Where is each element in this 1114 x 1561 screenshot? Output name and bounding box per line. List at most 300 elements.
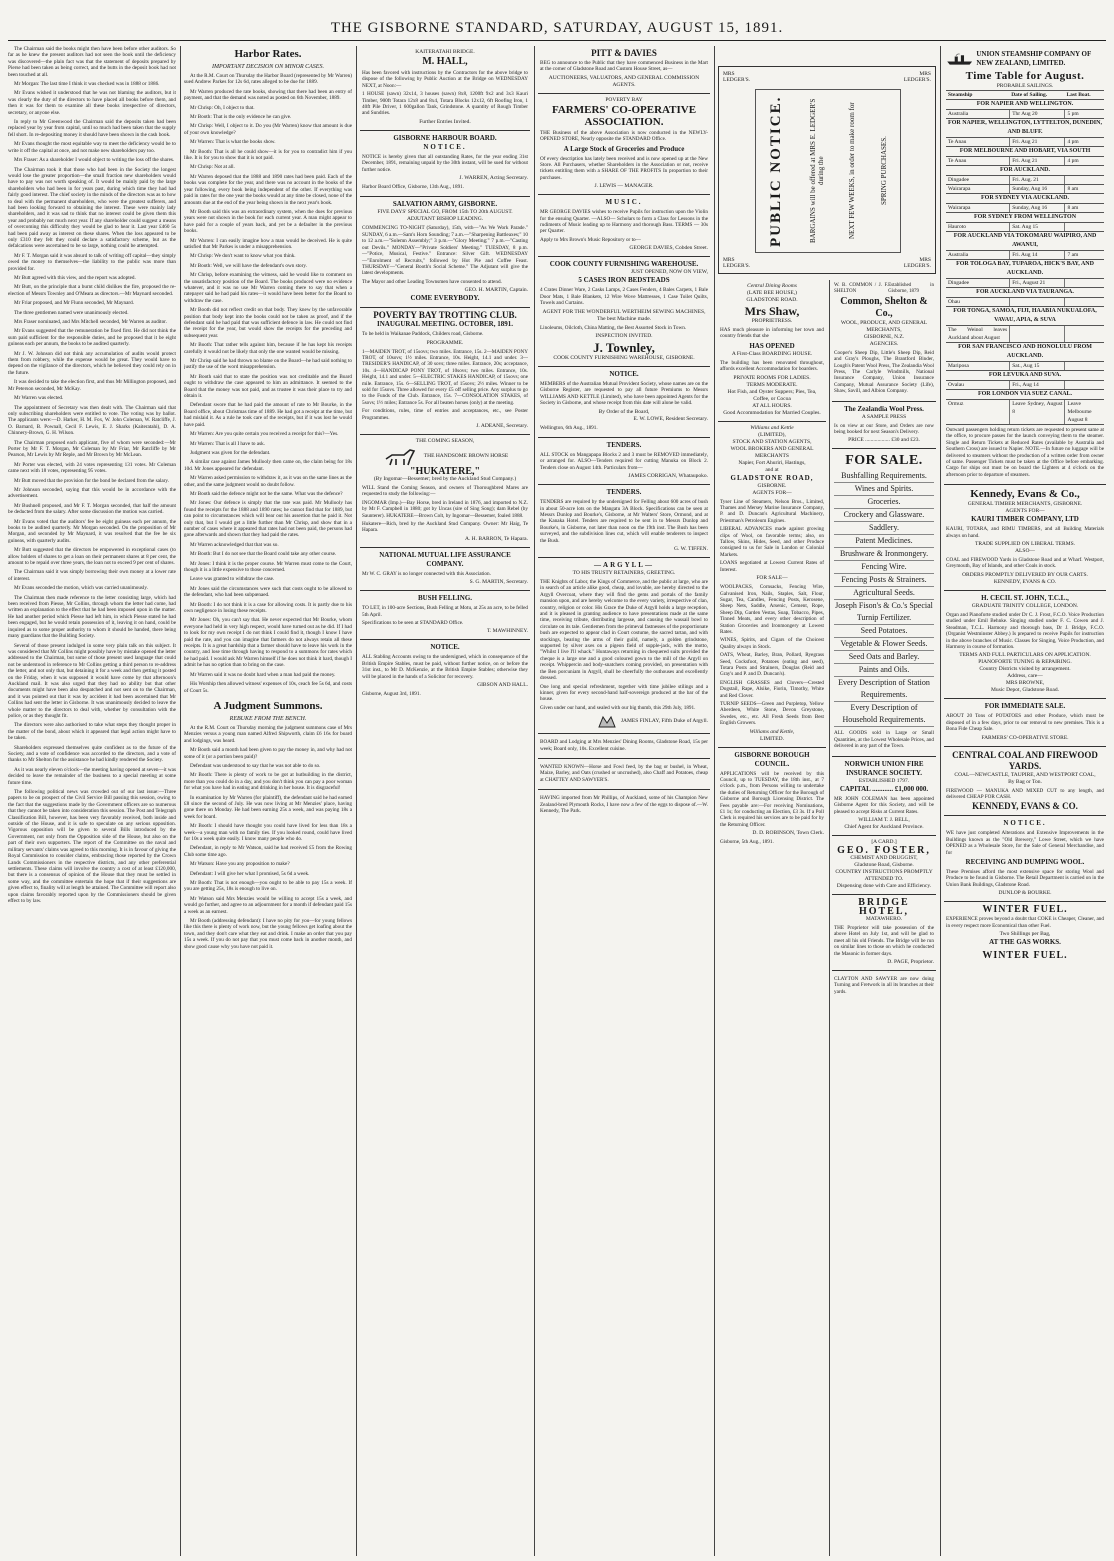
ad-loans: LOANS negotiated at Lowest Current Rates of Interest. <box>720 560 824 573</box>
article-paragraph: Several of those present indulged in some very plain talk on this subject. It was considered that Mr Collins might possibly have by mistake opened the letter addressed to the Chairman, but some of those present used language that could not be understood in reference to Mr Collins getting a third person to re-address the letter, and not only that, but detaining it for a week and then getting it posted on the Friday, when it was supposed it would have come by that afternoon's Auckland mail. It was also urged that they had no ability but that other documents might have been also despatched and not sent on to the Chairman, and it was pointed out that it was by accident it had been ascertained that Mr Collins had sent the letter in Gisborne. It was unanimously decided to leave the whole matter to the directors to deal with, whether by consultation with the police, or as they thought fit. <box>8 642 176 719</box>
article-paragraph: Mr Porter was elected, with 24 votes representing 131 votes. Mr Coleman came next with 18 votes, representing 95 votes. <box>8 461 176 475</box>
ad-english: ENGLISH GRASSES and Clovers—Crested Dogstail, Rape, Alsike, Fiorin, Timothy, White and Red Clover. <box>720 679 824 699</box>
article-paragraph: Defendant was understood to say that he was not able to do so. <box>190 762 321 769</box>
ad-country: COUNTRY INSTRUCTIONS PROMPTLY ATTENDED TO. <box>835 868 933 882</box>
ad-list: Tyser Line of Steamers, Nelson Bros., Limited, Thames and Mersey Marine Insurance Company, P. and D. Duncan's Agricultural Machinery, Priestman's Petroleum Engines. <box>720 498 824 524</box>
ad-just-opened: JUST OPENED, NOW ON VIEW, <box>630 269 708 276</box>
article-paragraph: Mr Warren produced the rate books, showing that there had been an entry of payment, and that the demand was noted as posted on 6th November, 1889. <box>184 88 352 102</box>
for-sale-item: Fencing Wire. <box>834 561 934 574</box>
ad-signature: JAMES FINLAY, Fifth Duke of Argyll. <box>620 717 708 724</box>
crest-icon <box>597 713 617 729</box>
cecil-st-john-ad <box>944 591 1106 699</box>
ad-signature: D. PAGE, Proprietor. <box>887 958 934 965</box>
ad-private: PRIVATE ROOMS FOR LADIES. <box>733 374 811 381</box>
article-paragraph: Mr Booth: Well, we will have the defendant's own story. <box>190 262 307 269</box>
ad-title: NOTICE. <box>609 369 639 378</box>
salvation-army-ad <box>360 197 530 308</box>
ad-title: FOR IMMEDIATE SALE. <box>984 702 1066 711</box>
timetable-section-heading: FOR TONGA, SAMOA, FIJI, HAABIA NUKUALOFA, VAVAU, APIA, & SUVA <box>946 307 1104 326</box>
article-paragraph: Mr Butt agreed with this view, and the report was adopted. <box>14 275 136 281</box>
judgment-summons-subheading: REBUKE FROM THE BENCH. <box>229 715 307 722</box>
ad-address: Address, care— <box>1007 673 1043 680</box>
timetable-cell: 8 am <box>1064 185 1104 193</box>
article-paragraph: Mr Booth said this was an extraordinary system, when the dues for previous years were not shown in the book for each current year. A man might appear to have paid for a couple of years back, and yet be a defaulter in the previous books. <box>184 208 352 235</box>
ad-body: BEG to announce to the Public that they have commenced Business in the Mart at the corner of Gladstone Road and Custom House Street, as— <box>540 60 708 73</box>
ad-graduate: GRADUATE TRINITY COLLEGE, LONDON. <box>971 602 1079 609</box>
timetable-cell: Australia <box>948 111 969 117</box>
ad-body: MR GEORGE DAVIES wishes to receive Pupils for instruction upon the Violin for the ensuing Quarter. —ALSO— Scholars to form a Class for Lessons in the rudiments of Music leading up to Harmony and thorough Bass. TERMS — 30s per Quarter. <box>540 209 708 235</box>
ad-body: MR JOHN COLEMAN has been appointed Gisborne Agent for this Society, and will be pleased to accept Risks at Current Rates. <box>834 795 934 815</box>
article-paragraph: Mr Warren: That is all I have to ask. <box>190 440 266 447</box>
timetable-col-last-boat: Last Boat. <box>1066 92 1091 98</box>
timetable-header <box>946 90 1104 100</box>
article-paragraph: Mr Evans suggested that the remuneration be fixed first. He did not think the sum paid sufficient for the responsible duties, and he proposed that it be eight guineas each per annum, the books to be audited quarterly. <box>8 328 176 348</box>
ad-leader: ADJUTANT BISHOP LEADING. <box>406 216 484 223</box>
amp-society-notice <box>538 367 710 438</box>
ad-agent: AGENT FOR THE WONDERFUL WERTHEIM SEWING MACHINES, The best Machine made. <box>542 308 706 322</box>
timetable-cell <box>1009 298 1064 306</box>
column-divider <box>714 46 715 1556</box>
article-paragraph: Mr Chrisp: We don't want to know what you think. <box>190 253 296 260</box>
ad-body: TO LET, in 100-acre Sections, Bush Felling at Motu, at 25s an acre, to be felled 5th April. <box>362 605 528 618</box>
article-paragraph: Mr Jones: Our defence is simply that the rate was paid. Mr Mullooly has found the receipts for the 1888 and 1890 rates; he cannot find that for 1889, but can point to circumstances which will bear out his assertion that he paid it. Not only that, but I would get a little further than Mr Chrisp, and show that in a number of cases where it appeared that rates had not been paid, the persons had gone afterwards and shown that they had paid the rates. <box>184 500 352 539</box>
ad-title: GISBORNE HARBOUR BOARD. <box>393 133 497 142</box>
ad-body-2: The building has been renovated throughout, affords excellent Accommodation for boarders. <box>720 359 824 373</box>
tenders-2-ad <box>538 485 710 558</box>
ad-name: Mrs Shaw, <box>744 304 800 318</box>
article-paragraph: Mr Johnson seconded, saying that this would be in accordance with the advertisement. <box>8 486 176 500</box>
ad-body: Is on view at our Store, and Orders are now being booked for next Season's Delivery. <box>834 422 934 436</box>
ad-signature: D. D. ROBINSON, Town Clerk. <box>752 830 824 837</box>
ad-price: PRICE .................. £30 and £23. <box>848 437 920 444</box>
ad-gladstone: GLADSTONE ROAD, <box>730 473 814 482</box>
wanted-known-ad <box>538 759 710 790</box>
norwich-union-ad <box>832 757 936 836</box>
ad-subtitle: TO HIS TRUSTY RETAINERS, GREETING. <box>572 570 676 576</box>
ad-accommodation: Good Accommodation for Married Couples. <box>723 409 821 416</box>
ad-date: Wellington, 6th Aug., 1891. <box>540 424 598 431</box>
ad-conditions: For conditions, rules, time of entries and acceptances, etc., see Poster Programmes. <box>362 408 528 421</box>
cook-county-furnishing-ad <box>538 257 710 367</box>
central-dining-rooms-ad <box>718 280 826 422</box>
ad-note: Specifications to be seen at STANDARD Office. <box>362 620 464 627</box>
ad-body: NOTICE is hereby given that all outstanding Rates, for the year ending 31st December, 1891, remaining unpaid by the 30th instant, will be sued for without further notice. <box>362 153 528 173</box>
column-6 <box>944 46 1106 1556</box>
timetable-cell <box>1009 326 1064 342</box>
article-paragraph: Mr Booth: That is all he could show—it is for you to contradict him if you like. It is for you to show that it is not paid. <box>184 148 352 162</box>
ad-signature: A. H. BARRON, Te Hapara. <box>464 535 528 542</box>
timetable-cell: 4 pm <box>1064 138 1104 146</box>
ad-board: A First-Class BOARDING HOUSE. <box>731 350 813 357</box>
for-sale-item: Brushware & Ironmongery. <box>834 548 934 561</box>
timetable-row <box>946 110 1104 119</box>
ad-established: Established in Gisborne, 1879 <box>888 283 934 295</box>
timetable-cell <box>1064 223 1104 231</box>
article-paragraph: Defendant, in reply to Mr Watson, said he had received £5 from the Rowing Club some time ago. <box>184 845 352 858</box>
timetable-col-steamship: Steamship <box>948 92 973 98</box>
column-divider <box>356 46 357 1556</box>
ad-list: Cooper's Sheep Dip, Little's Sheep Dip, Reid and Gray's Ploughs, The Brantford Binder, Lough's Patent Wool Press, The Zealandia Wool Press, The Carlyle Windmills, National Insurance Company, Union Insurance Company, Mutual Assurance Society (Life), Shaw, Savill, and Albion Company. <box>834 349 934 395</box>
ad-signature-ltd: LIMITED. <box>760 735 784 742</box>
ad-hot: Hot Fish, and Oyster Suppers; Pies, Tea, Coffee, or Cocoa <box>727 388 817 402</box>
timetable-cell <box>1064 381 1104 389</box>
timetable-cell: Ovalau <box>948 382 964 388</box>
article-paragraph: At the R.M. Court on Thursday morning the judgment summons case of Mrs Menzies versus a young man named Alfred Shipworth, claim £6 16s for board and lodgings, was heard. <box>184 724 352 744</box>
timetable-row <box>946 381 1104 390</box>
for-sale-item: Joseph Fison's & Co.'s Special Turnip Fertilizer. <box>834 600 934 625</box>
timetable-cell: Leave Melbourne August 8 <box>1064 400 1104 424</box>
article-paragraph: Mr Butt moved that the provision for the bond be declared from the salary. <box>14 477 169 484</box>
ad-title: Common, Shelton & Co., <box>840 295 928 319</box>
ad-inspection: INSPECTION INVITED. <box>595 332 653 339</box>
article-paragraph: It was decided to take the election first, and thus Mr Millington proposed, and Mr Peterson seconded, Mr McKay. <box>8 379 176 392</box>
ad-title: TENDERS. <box>606 488 642 497</box>
ad-opened: HAS OPENED <box>749 341 795 350</box>
article-paragraph: The Chairman said the books might then have been before other auditors. So far as he knew the present auditors had not seen the book until the deficiency was discovered—the plain fact was that the statement of deposits prepared by Pierse had been taken as being correct, and the butts in the deposit book had not been touched at all. <box>8 46 176 78</box>
ad-body: COMMENCING TO-NIGHT (Saturday), 15th, with—"As We Work Parade." SUNDAY, 6 a.m.—Sam's Horn Sounding; 7 a.m.—"Sharpening Battleaxes;" 10 to 12 a.m.—"Solemn Assembly;" 3 p.m.—"Glory Meeting;" 7 p.m.—"Casting out Devils." MONDAY—"Private Soldiers' Meeting." TUESDAY, 8 p.m.—"Potice, Musical, Festive." Entrance: Silver Gift. WEDNESDAY—"Enrolment of Recruits," followed by Hot Pie and Coffee Feast. THURSDAY—"General Booth's Social Scheme." The Adjutant will give the latest developments. <box>362 225 528 277</box>
timetable-row <box>946 138 1104 147</box>
ad-order: By Order of the Board, <box>598 408 650 415</box>
article-paragraph: Mr Booth: There is plenty of work to be got at hutbuilding in the district, more than you could do in a day, and you don't think you can pay a poor woman for what you have had in eating and drinking in her house. It is disgraceful! <box>184 772 352 792</box>
ad-signature: G. W. TIFFEN. <box>674 546 708 552</box>
ad-country: Country Districts visited by arrangement. <box>979 666 1071 673</box>
for-sale-item: Paints and Oils. <box>834 664 934 677</box>
timetable-row <box>946 298 1104 307</box>
article-paragraph: Mr Booth: That rather tells against him, because if he has kept his receipts carefully it would not be likely that only the one wanted would be missing. <box>184 342 352 355</box>
timetable-cell: Hauroto <box>948 224 967 230</box>
timetable-row <box>946 185 1104 194</box>
timetable-section-heading: FOR MELBOURNE AND HOBART, VIA SOUTH <box>946 147 1104 157</box>
timetable-cell <box>1064 279 1104 287</box>
newspaper-title: THE GISBORNE STANDARD, SATURDAY, AUGUST 15, 1891. <box>330 20 784 36</box>
article-paragraph: Mr Warren: That is what the books show. <box>190 139 276 146</box>
article-paragraph: Mr Booth: That is the only evidence he can give. <box>190 114 292 121</box>
article-paragraph: Mr Warren acknowledged that that was so. <box>190 541 279 548</box>
article-paragraph: Mr Butt suggested that the directors be empowered in exceptional cases (to allow holders of shares to get a loan on their permanent shares at 8 per cent, the amount to be repaid over three years, the loan not to exceed 9 per cent of shares. <box>8 547 176 567</box>
ad-signature: WILLIAM T. J. BELL, <box>858 816 910 823</box>
ad-brown: MRS BROWNE, <box>1005 680 1045 687</box>
ad-title: BUSH FELLING. <box>417 594 473 603</box>
ad-body: THE Knights of Labor, the Kings of Commerce, and the public at large, who are in search of an article alike good, cheap, and lovable, are hereby directed to the Argyll Overcoat, where they will find the gems and portals of the family mansion upon, and are hereby welcome to the every variety, irrespective of clan, country, religion or color. His Grace the Duke of Argyll holds a large reception, and it is pleased in granting audience to have presentations made at the same time, receiving tribute, distributing largesse, and causing the wassail bowl to circulate on its tale. Gentlemen from the primeval fastnesses of the proportionate bush are expected to appear clad in Court costume, the sacred tartan, and with stockings, bearing the arms of their guild, namely, a golden grindstone, supported by silver axes on a pigeon field of supple-jack, with the motto, "Whilst I live I'll whack." Huntaways returning in chequered suits provided the cheque is a large one and a good coloured gown to the mill of the Argyll on receipt. Whippercin and body-snatchers coming provided, on presentation with the Ben porcuniam in Argyll, shall be cheerfully the outhouses and excellently dressed. <box>540 579 708 682</box>
timetable-section-heading: FOR SAN FRANCISCO AND HONOLULU FROM AUCKLAND. <box>946 343 1104 362</box>
timetable-cell: 4 pm <box>1064 157 1104 165</box>
ad-title: NORWICH UNION FIRE INSURANCE SOCIETY. <box>844 759 924 777</box>
ad-body: Organ and Pianoforte studied under Dr C. J. Frost, F.C.O. Voice Production studied under Emil Behnke. Singing studied under F. C. Cowen and J. Steadman, T.C.L. Harmony and thorough bass, Dr J. Bridge, F.C.O. (Organist Westminster Abbey.) Is prepared to receive Pupils for instruction in the above branches of Music. Classes for Singing, Voice Production, and Harmony in course of formation. <box>946 611 1104 650</box>
article-paragraph: Mr Booth said the defence might not be the same. What was the defence? <box>190 490 343 497</box>
ledger-corner-br: MRS LEDGER'S. <box>903 257 931 269</box>
for-sale-item: Seed Oats and Barley. <box>834 651 934 664</box>
public-notice-vertical: PUBLIC NOTICE. <box>767 95 784 247</box>
ad-terms: TERMS MODERATE. <box>746 381 798 388</box>
ad-note: The Mayor and other Leading Townsmen have consented to attend. <box>362 278 502 285</box>
timetable-section-heading: FOR AUCKLAND. <box>946 166 1104 176</box>
ad-items: 4 Crates Dinner Ware, 2 Casks Lamps, 2 Cases Fenders, 4 Bales Carpets, 1 Bale Door Mats, 1 Bale Blankets, 12 Wire Wove Mattresses, 1 Case Toilet Quilts, Towels and Curtains. <box>540 287 708 307</box>
ad-note: Further Entries Invited. <box>419 118 471 125</box>
ad-signature: E. W. LOWE, Resident Secretary. <box>633 415 708 422</box>
ad-firewood: FIREWOOD — MANUKA AND MIXED CUT to any length, and delivered CHEAP FOR CASH. <box>946 787 1104 800</box>
ad-callout: COME EVERYBODY. <box>410 294 480 303</box>
common-shelton-ad <box>832 280 936 402</box>
article-paragraph: Mr Warren: I can easily imagine how a man would be deceived. He is quite satisfied that Mr Parkes is under a misapprehension. <box>184 237 352 250</box>
article-paragraph: The three gentlemen named were unanimously elected. <box>14 309 129 316</box>
for-sale-item: Saddlery. <box>834 522 934 535</box>
for-sale-item: Vegetable & Flower Seeds. <box>834 638 934 651</box>
article-paragraph: Mr Morgan: The last time I think it was checked was in 1888 or 1886. <box>14 81 160 88</box>
timetable-cell: Australia <box>948 252 969 258</box>
article-paragraph: Mr Booth: I should have thought you could have lived for less than 18s a week—a young man with no family ties. If you looked round, could have lived for 10s a week quite easily. I know many people who do. <box>184 823 352 842</box>
ad-agents-for: AGENTS FOR— <box>752 489 792 496</box>
article-paragraph: At the R.M. Court on Thursday the Harbor Board (represented by Mr Warren) sued Andrew Parkes for 12s 6d, rates alleged to be due for 1889. <box>184 73 352 86</box>
ad-body: MEMBERS of the Australian Mutual Provident Society, whose names are on the Gisborne Register, are requested to pay all future Premiums to Messrs WILLIAMS AND KETTLE (Limited), who have been appointed Agents for the Society in Gisborne, and whose receipt from this date will alone be valid. <box>540 380 708 407</box>
ledger-public-notice-box <box>718 66 936 274</box>
ad-items: 1 HOUSE (sawn) 32x14, 3 houses (sawn) 8x8, 1200ft 9x2 and 3x3 Kauri Timber, 900ft Totara 12x8 and 8x4, Totara Blocks 12x12, 6ft Roofing Iron, 1 40ft Pile Driver, 1 600gallon Tank, Grindstone. A quantity of Rough Timber and Sundries. <box>362 91 528 117</box>
article-paragraph: Mr Evans seconded the motion, which was carried unanimously. <box>14 585 148 592</box>
timetable-cell: Thr Aug 20 <box>1009 110 1064 118</box>
ad-sample: A SAMPLE PRESS <box>861 413 907 420</box>
pitt-davies-ad <box>538 46 710 94</box>
article-paragraph: The appointment of Secretary was then dealt with. The Chairman said that only subscribing shareholders were entitled to vote. The voting was by ballot. The applicants were:—D. Harker, H. M. Fox, W. John Coleman, W. Ratcliffe, J. O. Barnard, B. Pownall, Cecil F. Lewis, E. J. Sharks (Kaiteratahi), D. A. Chinnery-Brown, G. H. Wilson. <box>8 404 176 437</box>
ad-body: KAURI, TOTARA, and RIMU TIMBERS, and all Building Materials always on hand. <box>946 526 1104 539</box>
article-paragraph: Mr Butt, on the principle that a burnt child dislikes the fire, proposed the re-election of Messrs Townley and O'Meara as directors.—Mr Maynard seconded. <box>8 284 176 297</box>
article-paragraph: Mr Chrisp, before examining the witness, said he would like to comment on the unsatisfactory position of the Board. The books produced were no evidence whatever, and it was no use Mr Warren coming there to say that when a ratepayer said he had paid his rates—it would have been better for the Board to withdraw the case. <box>184 272 352 304</box>
ad-subtitle: INAUGURAL MEETING. OCTOBER, 1891. <box>376 320 513 329</box>
ad-headline: 5 CASES IRON BEDSTEADS <box>578 276 670 285</box>
article-paragraph: Mr Evans wished it understood that he was not blaming the auditors, but it was clearly the duty of the directors to have placed all books before them, and then it was for them to examine all these books irrespective of directors, secretary, or anyone else. <box>8 90 176 116</box>
timetable-cell: Fri., Aug 14 <box>1009 381 1064 389</box>
timetable-cell: Sat. Aug 15 <box>1009 223 1064 231</box>
winter-fuel-ad <box>944 902 1106 964</box>
hukatere-horse-ad <box>360 435 530 548</box>
column-1 <box>8 46 176 1556</box>
ad-title: NOTICE. <box>430 643 460 652</box>
timetable-row <box>946 251 1104 260</box>
ad-signature: GEORGE DAVIES, Cobden Street. <box>629 245 708 252</box>
article-paragraph: Mr Evans voted that the auditors' fee be eight guineas each per annum, the books to be audited quarterly. Mr Morgan seconded. On the proposition of Mr Morgan, and seconded by Mr Maynard, it was resolved that the fee be six guineas, with quarterly audits. <box>8 518 176 544</box>
timetable-section-heading: FOR SYDNEY VIA AUCKLAND. <box>946 194 1104 204</box>
ad-signature: GEO. H. MARTIN, Captain. <box>464 287 528 294</box>
ad-title: FARMERS' CO-OPERATIVE ASSOCIATION. <box>551 103 697 128</box>
article-paragraph: Mr Jones: I think it is the proper course. Mr Warren must come to the Court, though it is a little expensive to those concerned. <box>184 560 352 573</box>
ad-turnip: TURNIP SEEDS—Green and Purpletop, Yellow Aberdeen, White Stone, Devon Greystone, Swedes, etc., etc. All Fresh Seeds from Best English Growers. <box>720 701 824 727</box>
ad-body: ABOUT 20 Tons of POTATOES and other Produce, which must be disposed of in a few days, prior to our removal to new premises. This is a Bona Fide Cheap Sale. <box>946 713 1104 733</box>
ad-body: Mr W. C. GRAY is no longer connected with this Association. <box>362 570 491 577</box>
timetable-cell: The Weinol leaves Auckland about August <box>948 327 1008 341</box>
ad-signature-role: Chief Agent for Auckland Province. <box>844 823 924 830</box>
bargains-vertical: BARGAINS will be offered at MRS E. LEDGER'S during the <box>808 98 825 244</box>
ad-road: Gladstone Road, Gisborne. <box>854 861 914 868</box>
ad-body: ALL Stabling Accounts owing to the undersigned, which in consequence of the British Empire Stables, must be paid, without further notice, on or before the 31st inst., to Mr D. McKenzie, at the British Empire Stables; otherwise they will be placed in the hands of a Solicitor for recovery. <box>362 654 528 680</box>
music-ad <box>538 195 710 257</box>
timetable-cell <box>1064 176 1104 184</box>
ad-depot: Music Depot, Gladstone Road. <box>991 687 1059 694</box>
ad-wines: WINES, Spirits, and Cigars of the Choicest Quality always in Stock. <box>720 637 824 650</box>
ad-programme: 1—MAIDEN TROT, of 15sovs; two miles. Entrance, 15s. 2—MAIDEN PONY TROT, of 10sovs; 1½ miles. Entrance, 10s. Height, 14.1 and under. 3—TRESIDER'S HANDICAP, of 30 sovs; three miles. Entrance, 20s; acceptance, 10s. 4—HANDICAP PONY TROT, of 10sovs; two miles. Entrance, 10s. Height, 14.1 and under. 5—ELECTRIC STAKES HANDICAP, of 15sovs; one mile. Entrance, 15s. 6—SELLING TROT, of 15sovs; 2½ miles. Winner to be sold for 15sovs. Three allowed for every £5 off selling price. Any surplus to go to the Funds of the Club. Entrance, 15s. 7—CONSOLATION STAKES, of 5sovs; 1½ miles; Entrance 5s. For all beaten horses (only) at the meeting. <box>362 348 528 406</box>
ad-body: WE have just completed Alterations and Extensive Improvements in the Buildings known as the "Old Brewery," Lowe Street, which we have OPENED as a Wholesale Store, for the Sale of General Merchandise, and for <box>946 830 1104 856</box>
ad-body: WILL Stand the Coming Season, and owners of Thoroughbred Mares are requested to study the following:— <box>362 485 528 498</box>
article-paragraph: Mr Booth: That is not enough—you ought to be able to pay 15s a week. If you are getting 25s, 18s is enough to live on. <box>184 880 352 893</box>
ad-stock: A Large Stock of Groceries and Produce <box>563 144 685 153</box>
ad-roles: AUCTIONEERS, VALUATORS, AND GENERAL COMMISSION AGENTS. <box>548 74 700 88</box>
bridge-hotel-ad <box>832 895 936 971</box>
ad-body: Has been favored with instructions by the Contractors for the above bridge to dispose of the following by Public Auction at the Bridge on WEDNESDAY NEXT, at Noon:— <box>362 70 528 89</box>
for-sale-item: Agricultural Seeds. <box>834 587 934 600</box>
timetable-subtitle: PROBABLE SAILINGS. <box>996 83 1054 89</box>
article-paragraph: Mrs Fraser nominated, and Mrs Mitchell seconded, Mr Warren as auditor. <box>14 319 167 326</box>
for-sale-item: Crockery and Glassware. <box>834 509 934 522</box>
article-paragraph: The Chairman proposed each applicant, five of whom were seconded:—Mr Porter by Mr F. T. Morgan, Mr Coleman by Mr Friar, Mr Ratcliffe by Mr Pearson, Mr Lewis by Mr Reple, and Mr Brown by Mr McLean. <box>8 439 176 459</box>
ad-body: APPLICATIONS will be received by this Council, up to TUESDAY, the 18th inst., at 7 o'clock p.m., from Persons willing to undertake the duties of Returning Officer for the Borough of Gisborne and Borough Licensing District. The Fees payable are:—For receiving Nominations, £1 1s; for conducting an Election, £3 3s. If a Poll Clerk is required his services are to be paid for by the Returning Officer. <box>720 770 824 828</box>
article-paragraph: Mr Booth did not reflect credit on that body. They knew by the unfavorable position that body kept into the books could not be taken as proof, and if the defendant said he had paid that was sufficient defence in law. He could not find the receipt for the year, but would show the receipts for the preceding and subsequent year. <box>184 307 352 339</box>
timetable-cell: 7 am <box>1064 251 1104 259</box>
ad-by: By Bag or Ton. <box>1008 778 1042 785</box>
ad-title: Williams and Kettle <box>750 424 794 431</box>
ad-title: Central Dining Rooms <box>747 283 797 289</box>
ad-linoleum: Linoleums, Oilcloth, China Matting, the Best Assorted Stock in Town. <box>540 324 687 331</box>
article-paragraph: Mr F. T. Morgan said it was absurd to talk of writing off capital—they simply owed the money to themselves—the liability to the public was more than provided for. <box>8 252 176 272</box>
timetable-section-heading: FOR SYDNEY FROM WELLINGTON <box>946 213 1104 223</box>
ad-apply: Apply to Mrs Brown's Music Repository or to— <box>540 236 641 243</box>
for-sale-ad <box>832 449 936 756</box>
ad-title: KAITERATAHI BRIDGE. <box>415 49 475 55</box>
ad-signature: J. WARREN, Acting Secretary. <box>459 175 528 182</box>
central-coal-ad <box>944 747 1106 817</box>
article-paragraph: Mr Chrisp: Oh, I object to that. <box>190 104 255 111</box>
harbor-rates-subheading: IMPORTANT DECISION ON MINOR CASES. <box>212 64 324 70</box>
dunlop-bourke-notice <box>944 816 1106 902</box>
article-paragraph: The Chairman took it that those who had been in the Society the longest would lose the greater proportion—the small fraction new shareholders would have to pay was not worth speaking of. It would be mainly paid by the large shareholders who had been in for years past, during which time they had had fairly good interest. The chief society in the minds of the directors was as to how to deal with the permanent shareholders, who were the greatest sufferers, and had been looking forward to obtaining the interest. These were mainly lady shareholders, and it was sad to think that no interest could be given them this year and probably not much next year. If any shareholder could suggest a means of overcoming this difficulty they would be glad to hear it. Last year £460 5s had been paid away as interest on these shares. When the loss appeared to be only £310 they felt they could declare a satisfactory scheme, but as the defalcations were ascertained to be so large, nothing could be attempted. <box>8 166 176 250</box>
ledger-corner-bl: MRS LEDGER'S. <box>723 257 751 269</box>
ad-kauri: KAURI TIMBER COMPANY, LTD <box>971 515 1079 524</box>
article-paragraph: Mr Jones: Oh, you can't say that. He never expected that Mr Bourke, whom everyone had held in very high respect, would have turned out as he did. If I had to look for my own receipt I do not think I could find it, though I know I have paid the rate, and you can imagine that farmers do not always retain all these receipts. It is a great hardship that a farmer should have to leave his work in the country, and lose time through having to respond to a summons for rates which he had paid. I would ask Mr Warren himself if he does not think it hard, though I admit he has no option than to bring on the case. <box>184 617 352 669</box>
ad-signature: S. G. MARTIN, Secretary. <box>469 579 528 586</box>
article-paragraph: A similar case against James Mullooly then came on, the claim being for 18s 10d. Mr Jones appeared for defendant. <box>184 459 352 472</box>
ad-partners: W. B. COMMON / J. F. SHELTON <box>834 283 889 295</box>
ad-proprietress: PROPRIETRESS. <box>751 318 793 324</box>
steamship-icon <box>946 49 973 69</box>
ad-capital: CAPITAL ............ £1,000 000. <box>839 784 929 793</box>
timetable-cell <box>1064 362 1104 370</box>
timetable-cell: Ormuz <box>948 401 964 407</box>
timetable-section-heading: FOR TOLOGA BAY, TUPAROA, HICK'S BAY, AND AUCKLAND. <box>946 260 1104 279</box>
ad-body: ALL STOCK on Mangapapa Blocks 2 and 3 must be REMOVED immediately, or arranged for. ALSO—Tenders required for cutting Manuka on Block 2. Tenders close on August 14th. Particulars from— <box>540 451 708 471</box>
timetable-note: Outward passengers holding return tickets are requested to present same at the office, to procure passes for the launch conveying them to the steamer. Single and Return Tickets at Reduced Rates (available by Australia and Southern Cross) are issued to Napier. NOTE.—In future no luggage will be delivered to steamers without the production of a written order from owner of same. Passenger Tickets must be taken at the Office before embarking. Cargo for ships out must be on board the Lighters at 4 o'clock on the afternoon prior to departure of steamers. <box>946 427 1104 478</box>
timetable-cell: Sunday, Aug 16 <box>1009 185 1064 193</box>
ad-oats: OATS, Wheat, Barley, Bran, Pollard, Ryegrass Seed, Cocksfoot, Potatoes (eating and seed), Totara Posts and Strainers, Douglas (Reid and Gray's and P. and D. Duncan's). <box>720 652 824 678</box>
article-paragraph: In reply to Mr Greenwood the Chairman said the deposits taken had been replaced year by year from capital, until so much had been taken that the supply fell short. In re-depositing money it should have been shown in the cash book. <box>8 119 176 138</box>
ad-signature: Williams and Kettle, <box>749 728 795 735</box>
kennedy-evans-ad <box>944 485 1106 591</box>
timetable-section-heading: FOR AUCKLAND VIA TOKOMARU WAIPIRO, AND AWANUI, <box>946 232 1104 251</box>
ledger-corner-tr: MRS LEDGER'S. <box>903 71 931 83</box>
ad-subtitle: (LATE BEE HOUSE,) <box>747 290 797 296</box>
timetable-cell: Ohau <box>948 299 960 305</box>
ad-signature: DUNLOP & BOURKE. <box>998 890 1052 897</box>
article-paragraph: Mrs Fraser: As a shareholder I would object to writing the loss off the shares. <box>14 157 175 164</box>
for-sale-item: Seed Potatoes. <box>834 625 934 638</box>
ad-orders: ORDERS PROMPTLY DELIVERED BY OUR CARTS. <box>962 571 1088 578</box>
article-paragraph: Mr Warren asked permission to withdraw it, as it was on the same lines as the other, and the same judgment would no doubt follow. <box>184 475 352 488</box>
ad-terms: TERMS AND FULL PARTICULARS ON APPLICATION. <box>959 652 1091 659</box>
spring-vertical: SPRING PURCHASES. <box>880 136 889 206</box>
farmers-cooperative-ad <box>538 94 710 195</box>
ad-title: TENDERS. <box>606 440 642 449</box>
ad-body: THE Business of the above Association is now conducted in the NEWLY-OPENED STORE, Nearly opposite the STANDARD Office. <box>540 129 708 143</box>
article-paragraph: Mr Warren said it was no doubt hard when a man had paid the money. <box>190 671 336 678</box>
column-divider <box>180 46 181 1556</box>
ad-date: Gisborne, 5th Aug., 1891. <box>720 839 774 846</box>
bush-felling-ad <box>360 591 530 640</box>
timetable-cell <box>1064 298 1104 306</box>
horse-pedigree: (By Ingomar—Bessemer; bred by the Auckland Stud Company.) <box>373 476 517 482</box>
horse-name: "HUKATERE," <box>409 466 481 477</box>
timetable-row <box>946 223 1104 232</box>
immediate-sale-ad <box>944 699 1106 746</box>
ad-gas-works: AT THE GAS WORKS. <box>989 938 1061 946</box>
timetable-row <box>946 176 1104 185</box>
ad-title: FOR SALE. <box>845 453 923 469</box>
for-sale-item: Every Description of Household Requirements. <box>834 702 934 727</box>
ad-title: GISBORNE BOROUGH COUNCIL. <box>734 750 810 768</box>
ad-agents: STOCK AND STATION AGENTS, <box>732 438 812 445</box>
article-paragraph: In examination by Mr Warren (for plaintiff), the defendant said he had earned £8 since the second of July. He was now living at Mr Menzies' place, having gone there on Monday. He had been earning 25s a week, and was paying 18s a week for board. <box>184 794 352 820</box>
kaiteratahi-bridge-ad <box>360 46 530 131</box>
timetable-section-heading: FOR AUCKLAND VIA TAURANGA. <box>946 288 1104 298</box>
article-paragraph: Mr Booth said a month had been given to pay the money in, and why had not some of it (or a portion been paid)? <box>184 747 352 760</box>
ad-signature: JAMES CORRIGAN, Whataupoko. <box>628 473 708 480</box>
column-3 <box>360 46 530 1556</box>
ad-title-repeat: WINTER FUEL. <box>982 950 1068 961</box>
ad-title: —ARGYLL— <box>594 561 654 569</box>
article-paragraph: Mr Friar proposed, and Mr Flunn seconded, Mr Maynard. <box>14 300 135 307</box>
timetable-col-date: Date of Sailing. <box>1011 92 1048 98</box>
timetable-section-heading: FOR NAPIER, WELLINGTON, LYTTELTON, DUNEDIN, AND BLUFF. <box>946 119 1104 138</box>
harbor-rates-heading: Harbor Rates. <box>234 48 302 60</box>
ad-title: UNION STEAMSHIP COMPANY OF NEW ZEALAND, LIMITED. <box>976 50 1092 67</box>
ad-agents: AGENTS FOR— <box>1005 508 1045 515</box>
geo-foster-ad <box>832 836 936 895</box>
timetable-cell: Dingadee <box>948 280 970 286</box>
ad-title: Kennedy, Evans & Co., <box>970 488 1080 501</box>
argyll-ad <box>538 558 710 734</box>
ad-title: THE COMING SEASON, <box>415 438 475 444</box>
ad-title: COOK COUNTY FURNISHING WAREHOUSE. <box>549 260 699 269</box>
ad-body: CLAYTON AND SAWYER are now doing Turning and Fretwork in all its branches at their yards. <box>834 975 934 995</box>
ad-name: M. HALL, <box>422 56 468 67</box>
timetable-row <box>946 362 1104 371</box>
ad-signature: KENNEDY, EVANS & CO. <box>972 801 1078 812</box>
ad-signature: T. MAWHINNEY. <box>486 628 528 635</box>
timetable-cell: Fri. Aug 21 <box>1009 138 1064 146</box>
timetable-cell: 5 pm <box>1064 110 1104 118</box>
next-few-vertical: NEXT FEW WEEKS, in order to make room for <box>848 102 857 240</box>
for-sale-item: Wines and Spirits. <box>834 483 934 496</box>
timetable-cell: Sat., Aug 15 <box>1009 362 1064 370</box>
ad-signature: KENNEDY, EVANS & CO. <box>993 578 1057 585</box>
column-5b <box>832 280 936 1556</box>
article-paragraph: As it was nearly eleven o'clock—the meeting having opened at seven—it was decided to leave the remainder of the business to a special meeting at some future time. <box>8 766 176 786</box>
article-paragraph: Defendant: I will give her what I promised, 5s 6d a week. <box>190 870 310 877</box>
ad-body: BOARD and Lodging at Mrs Menzies' Dining Rooms, Gladstone Road, 15s per week; Board only, 10s. Excellent cuisine. <box>540 739 708 752</box>
article-paragraph: Mr Bushnell proposed, and Mr F. T. Morgan seconded, that half the amount be deducted from the salary. After some discussion the motion was carried. <box>8 502 176 516</box>
ad-signature: GIBSON AND HALL. <box>477 682 528 689</box>
trotting-club-ad <box>360 308 530 435</box>
column-5 <box>718 280 826 1556</box>
timetable-cell: Te Anau <box>948 158 967 164</box>
timetable-section-heading: FOR NAPIER AND WELLINGTON. <box>946 100 1104 110</box>
ad-established: ESTABLISHED 1797. <box>858 777 910 784</box>
timetable-cell: Fri. Aug. 21 <box>1009 176 1064 184</box>
timetable-cell: Mariposa <box>948 363 969 369</box>
